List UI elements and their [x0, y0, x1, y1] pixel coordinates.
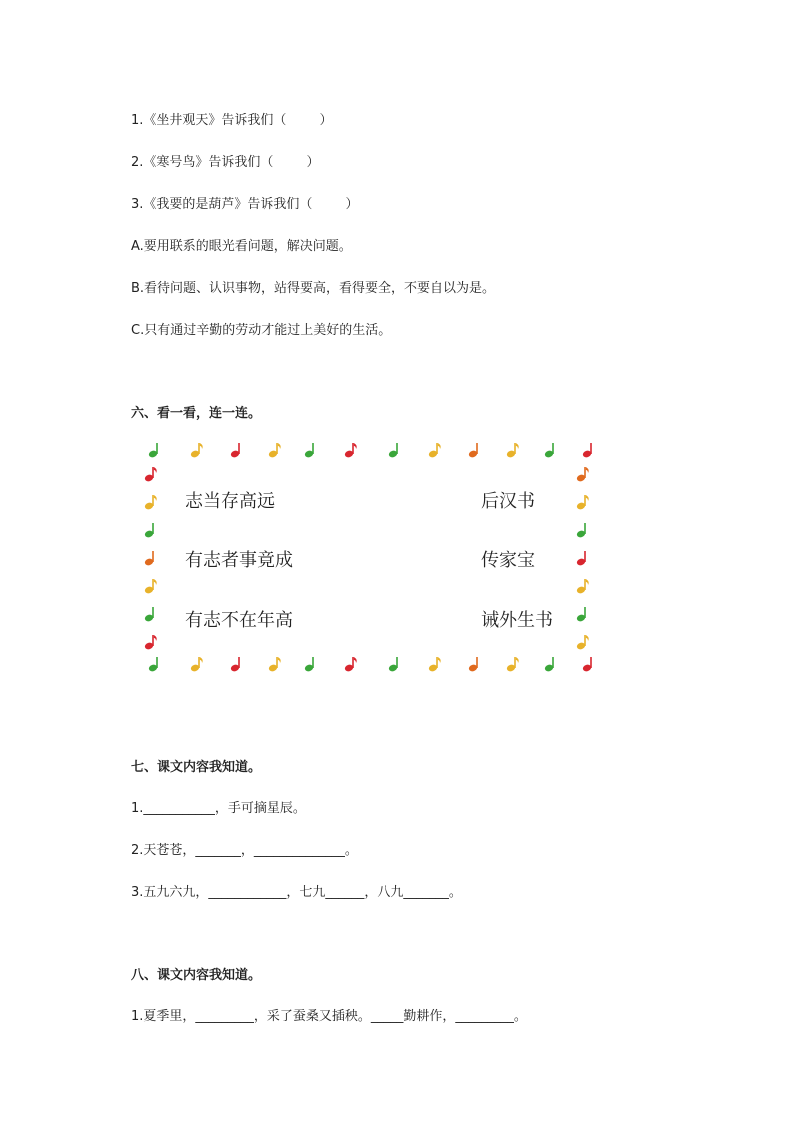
section-6-title: 六、看一看，连一连。 — [131, 406, 262, 421]
music-note-icon — [344, 442, 358, 458]
music-note-icon — [576, 550, 590, 566]
music-note-icon — [388, 656, 402, 672]
music-note-icon — [506, 656, 520, 672]
music-note-icon — [576, 606, 590, 622]
left-item-3[interactable]: 有志不在年高 — [185, 610, 293, 631]
music-note-icon — [230, 656, 244, 672]
question-5-3: 3.《我要的是葫芦》告诉我们（ ） — [131, 197, 359, 212]
question-8-1: 1.夏季里，_________，采了蚕桑又插秧。_____勤耕作，_________。 — [131, 1009, 527, 1024]
music-note-icon — [468, 442, 482, 458]
section-7-title: 七、课文内容我知道。 — [131, 760, 262, 775]
music-note-icon — [144, 522, 158, 538]
music-note-icon — [544, 656, 558, 672]
music-note-icon — [506, 442, 520, 458]
option-b: B.看待问题、认识事物，站得要高，看得要全，不要自以为是。 — [131, 281, 496, 296]
right-item-1[interactable]: 后汉书 — [481, 491, 535, 512]
right-item-2[interactable]: 传家宝 — [481, 550, 535, 571]
music-note-icon — [544, 442, 558, 458]
music-note-icon — [576, 634, 590, 650]
music-note-icon — [468, 656, 482, 672]
music-note-icon — [230, 442, 244, 458]
music-note-icon — [388, 442, 402, 458]
music-note-icon — [576, 494, 590, 510]
music-note-icon — [268, 442, 282, 458]
music-note-icon — [304, 442, 318, 458]
left-item-1[interactable]: 志当存高远 — [185, 491, 275, 512]
music-note-icon — [144, 466, 158, 482]
music-note-icon — [144, 578, 158, 594]
music-note-icon — [576, 522, 590, 538]
option-a: A.要用联系的眼光看问题，解决问题。 — [131, 239, 352, 254]
question-5-1: 1.《坐井观天》告诉我们（ ） — [131, 113, 333, 128]
right-item-3[interactable]: 诫外生书 — [481, 610, 553, 631]
option-c: C.只有通过辛勤的劳动才能过上美好的生活。 — [131, 323, 392, 338]
music-note-icon — [344, 656, 358, 672]
music-note-icon — [304, 656, 318, 672]
music-note-icon — [190, 442, 204, 458]
music-note-icon — [576, 578, 590, 594]
music-note-icon — [190, 656, 204, 672]
music-note-icon — [576, 466, 590, 482]
left-item-2[interactable]: 有志者事竟成 — [185, 550, 293, 571]
music-note-icon — [144, 606, 158, 622]
music-note-icon — [428, 442, 442, 458]
question-5-2: 2.《寒号鸟》告诉我们（ ） — [131, 155, 320, 170]
section-8-title: 八、课文内容我知道。 — [131, 968, 262, 983]
music-note-icon — [428, 656, 442, 672]
music-note-icon — [582, 442, 596, 458]
music-note-icon — [144, 634, 158, 650]
music-note-icon — [148, 656, 162, 672]
question-7-3: 3.五九六九，____________，七九______，八九_______。 — [131, 885, 462, 900]
question-7-1: 1.___________，手可摘星辰。 — [131, 801, 306, 816]
music-note-icon — [148, 442, 162, 458]
music-note-icon — [144, 550, 158, 566]
music-note-icon — [582, 656, 596, 672]
question-7-2: 2.天苍苍，_______，______________。 — [131, 843, 358, 858]
music-note-icon — [144, 494, 158, 510]
music-note-icon — [268, 656, 282, 672]
